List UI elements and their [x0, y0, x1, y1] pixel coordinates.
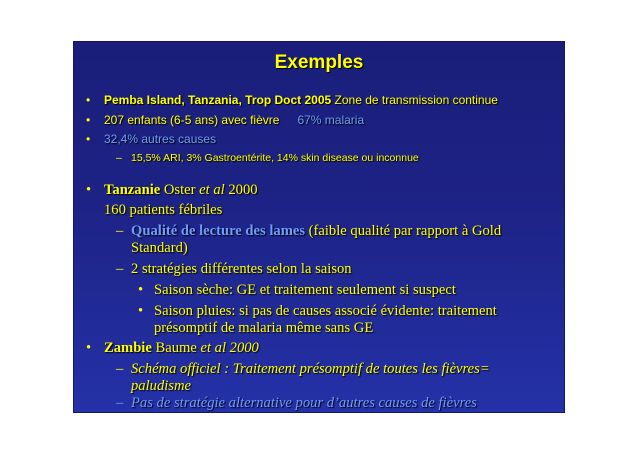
bullet-autres-causes: 32,4% autres causes — [104, 132, 217, 146]
zambie-author: Baume — [151, 340, 201, 356]
bullet-marker: • — [86, 340, 92, 356]
bullet-zambie — [104, 340, 259, 357]
tanzanie-saison-pluies: Saison pluies: si pas de causes associé évidente: traitement — [154, 303, 497, 319]
bullet-pemba-source: Pemba Island, Tanzania, Trop Doct 2005 — [104, 93, 332, 107]
bullet-pemba-text: Zone de transmission continue — [331, 93, 498, 107]
tanzanie-name: Tanzanie — [104, 182, 161, 198]
bullet-enfants-malaria: 67% malaria — [297, 113, 365, 127]
bullet-marker: • — [86, 132, 91, 146]
slide — [74, 42, 564, 412]
bullet-enfants — [104, 113, 364, 127]
slide-title: Exemples — [274, 52, 364, 73]
zambie-pas-strategie: Pas de stratégie alternative pour d’autres causes de fièvres — [131, 395, 477, 411]
bullet-tanzanie — [104, 182, 258, 199]
bullet-enfants-text: 207 enfants (6-5 ans) avec fièvre — [104, 113, 280, 127]
tanzanie-saison-seche: Saison sèche: GE et traitement seulement si suspect — [154, 282, 456, 298]
dash-marker: – — [116, 261, 124, 277]
dash-marker: – — [116, 361, 124, 377]
zambie-name: Zambie — [104, 340, 152, 356]
bullet-marker: • — [138, 282, 144, 298]
tanzanie-strategies: 2 stratégies différentes selon la saison — [131, 261, 352, 277]
tanzanie-patients: 160 patients fébriles — [104, 202, 223, 218]
bullet-pemba — [104, 93, 498, 107]
tanzanie-qualite — [131, 223, 501, 240]
zambie-schema: Schéma officiel : Traitement présomptif de toutes les fièvres= — [131, 361, 490, 377]
tanzanie-qualite-label: Qualité de lecture des lames — [131, 223, 306, 239]
bullet-marker: • — [138, 303, 144, 319]
dash-marker: – — [116, 395, 124, 411]
bullet-marker: • — [86, 113, 91, 127]
tanzanie-qualite-detail: (faible qualité par rapport à Gold — [305, 223, 502, 239]
bullet-marker: • — [86, 93, 91, 107]
dash-marker: – — [116, 223, 124, 239]
dash-marker: – — [116, 152, 122, 164]
zambie-etal: et al 2000 — [200, 340, 259, 356]
tanzanie-saison-pluies-cont: présomptif de malaria même sans GE — [154, 320, 374, 336]
tanzanie-author: Oster — [163, 182, 200, 198]
tanzanie-year: 2000 — [224, 182, 258, 198]
tanzanie-qualite-cont: Standard) — [131, 240, 188, 256]
sub-bullet-causes: 15,5% ARI, 3% Gastroentérite, 14% skin disease ou inconnue — [131, 152, 419, 164]
tanzanie-etal: et al — [199, 182, 225, 198]
zambie-schema-cont: paludisme — [131, 378, 191, 394]
bullet-marker: • — [86, 182, 92, 198]
